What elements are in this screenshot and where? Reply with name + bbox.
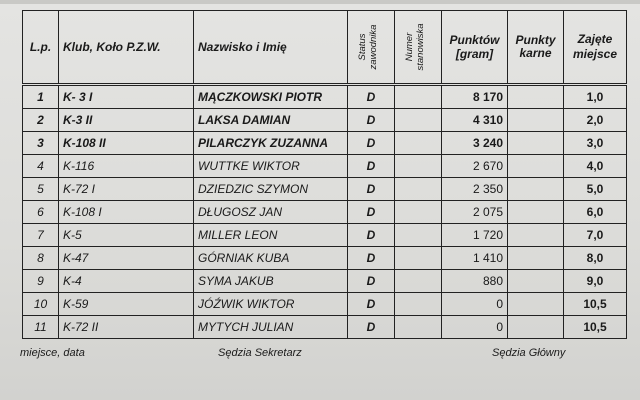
table-row <box>23 109 627 132</box>
cell-penalty <box>508 155 564 178</box>
cell-lp: 3 <box>23 132 59 155</box>
results-table <box>22 10 627 339</box>
table-row <box>23 270 627 293</box>
cell-club: K-5 <box>59 224 194 247</box>
cell-club: K-72 II <box>59 316 194 339</box>
cell-station <box>395 132 442 155</box>
cell-club: K-3 II <box>59 109 194 132</box>
cell-lp: 1 <box>23 85 59 109</box>
table-row <box>23 316 627 339</box>
sheet-edge <box>0 0 640 4</box>
cell-place: 4,0 <box>564 155 627 178</box>
cell-station <box>395 247 442 270</box>
cell-name: WUTTKE WIKTOR <box>194 155 348 178</box>
cell-name: MYTYCH JULIAN <box>194 316 348 339</box>
table-row <box>23 201 627 224</box>
cell-station <box>395 109 442 132</box>
cell-penalty <box>508 109 564 132</box>
cell-name: DZIEDZIC SZYMON <box>194 178 348 201</box>
header-club: Klub, Koło P.Z.W. <box>59 11 194 85</box>
table-row <box>23 178 627 201</box>
cell-name: DŁUGOSZ JAN <box>194 201 348 224</box>
cell-club: K- 3 I <box>59 85 194 109</box>
cell-station <box>395 224 442 247</box>
cell-name: MILLER LEON <box>194 224 348 247</box>
cell-points: 0 <box>442 293 508 316</box>
cell-points: 3 240 <box>442 132 508 155</box>
cell-station <box>395 270 442 293</box>
cell-name: MĄCZKOWSKI PIOTR <box>194 85 348 109</box>
cell-status: D <box>348 178 395 201</box>
cell-name: LAKSA DAMIAN <box>194 109 348 132</box>
cell-penalty <box>508 293 564 316</box>
cell-status: D <box>348 270 395 293</box>
header-row <box>23 11 627 85</box>
cell-points: 2 350 <box>442 178 508 201</box>
cell-name: GÓRNIAK KUBA <box>194 247 348 270</box>
cell-status: D <box>348 132 395 155</box>
cell-points: 8 170 <box>442 85 508 109</box>
cell-station <box>395 155 442 178</box>
cell-club: K-72 I <box>59 178 194 201</box>
cell-place: 9,0 <box>564 270 627 293</box>
cell-status: D <box>348 155 395 178</box>
cell-penalty <box>508 270 564 293</box>
cell-status: D <box>348 316 395 339</box>
cell-place: 3,0 <box>564 132 627 155</box>
cell-status: D <box>348 85 395 109</box>
cell-lp: 9 <box>23 270 59 293</box>
header-name: Nazwisko i Imię <box>194 11 348 85</box>
table-row <box>23 132 627 155</box>
cell-place: 2,0 <box>564 109 627 132</box>
cell-status: D <box>348 109 395 132</box>
header-station-label: Numer stanowiska <box>404 23 426 71</box>
cell-place: 10,5 <box>564 293 627 316</box>
footer-place-date: miejsce, data <box>20 347 85 359</box>
table-row <box>23 247 627 270</box>
cell-status: D <box>348 247 395 270</box>
cell-lp: 5 <box>23 178 59 201</box>
cell-name: SYMA JAKUB <box>194 270 348 293</box>
cell-status: D <box>348 293 395 316</box>
header-points-line1: Punktów <box>449 33 500 47</box>
cell-place: 6,0 <box>564 201 627 224</box>
cell-points: 0 <box>442 316 508 339</box>
cell-points: 880 <box>442 270 508 293</box>
footer-secretary: Sędzia Sekretarz <box>218 347 302 359</box>
cell-penalty <box>508 85 564 109</box>
cell-lp: 6 <box>23 201 59 224</box>
cell-station <box>395 178 442 201</box>
cell-lp: 2 <box>23 109 59 132</box>
cell-name: PILARCZYK ZUZANNA <box>194 132 348 155</box>
cell-lp: 8 <box>23 247 59 270</box>
table-row <box>23 85 627 109</box>
cell-place: 1,0 <box>564 85 627 109</box>
header-place <box>564 11 627 85</box>
cell-status: D <box>348 201 395 224</box>
header-penalty-line1: Punkty <box>515 33 556 47</box>
cell-lp: 11 <box>23 316 59 339</box>
header-penalty <box>508 11 564 85</box>
cell-station <box>395 85 442 109</box>
header-lp: L.p. <box>23 11 59 85</box>
header-points <box>442 11 508 85</box>
header-penalty-line2: karne <box>519 46 552 60</box>
cell-club: K-108 II <box>59 132 194 155</box>
cell-club: K-108 I <box>59 201 194 224</box>
cell-points: 1 410 <box>442 247 508 270</box>
table-row <box>23 224 627 247</box>
cell-penalty <box>508 132 564 155</box>
cell-station <box>395 201 442 224</box>
cell-penalty <box>508 201 564 224</box>
cell-status: D <box>348 224 395 247</box>
table-row <box>23 293 627 316</box>
cell-penalty <box>508 247 564 270</box>
cell-points: 2 075 <box>442 201 508 224</box>
table-row <box>23 155 627 178</box>
cell-club: K-59 <box>59 293 194 316</box>
cell-lp: 4 <box>23 155 59 178</box>
header-status-label: Status zawodnika <box>357 24 379 70</box>
cell-place: 10,5 <box>564 316 627 339</box>
cell-station <box>395 316 442 339</box>
cell-place: 8,0 <box>564 247 627 270</box>
cell-club: K-4 <box>59 270 194 293</box>
cell-place: 7,0 <box>564 224 627 247</box>
cell-lp: 7 <box>23 224 59 247</box>
cell-penalty <box>508 178 564 201</box>
cell-penalty <box>508 316 564 339</box>
cell-lp: 10 <box>23 293 59 316</box>
cell-points: 1 720 <box>442 224 508 247</box>
header-place-line1: Zajęte <box>577 32 613 46</box>
header-status <box>348 11 395 85</box>
cell-station <box>395 293 442 316</box>
cell-points: 4 310 <box>442 109 508 132</box>
cell-penalty <box>508 224 564 247</box>
cell-place: 5,0 <box>564 178 627 201</box>
cell-name: JÓŹWIK WIKTOR <box>194 293 348 316</box>
header-station <box>395 11 442 85</box>
cell-club: K-47 <box>59 247 194 270</box>
header-place-line2: miejsce <box>572 47 618 61</box>
header-points-line2: [gram] <box>455 47 494 61</box>
cell-points: 2 670 <box>442 155 508 178</box>
footer-main-judge: Sędzia Główny <box>492 347 566 359</box>
cell-club: K-116 <box>59 155 194 178</box>
